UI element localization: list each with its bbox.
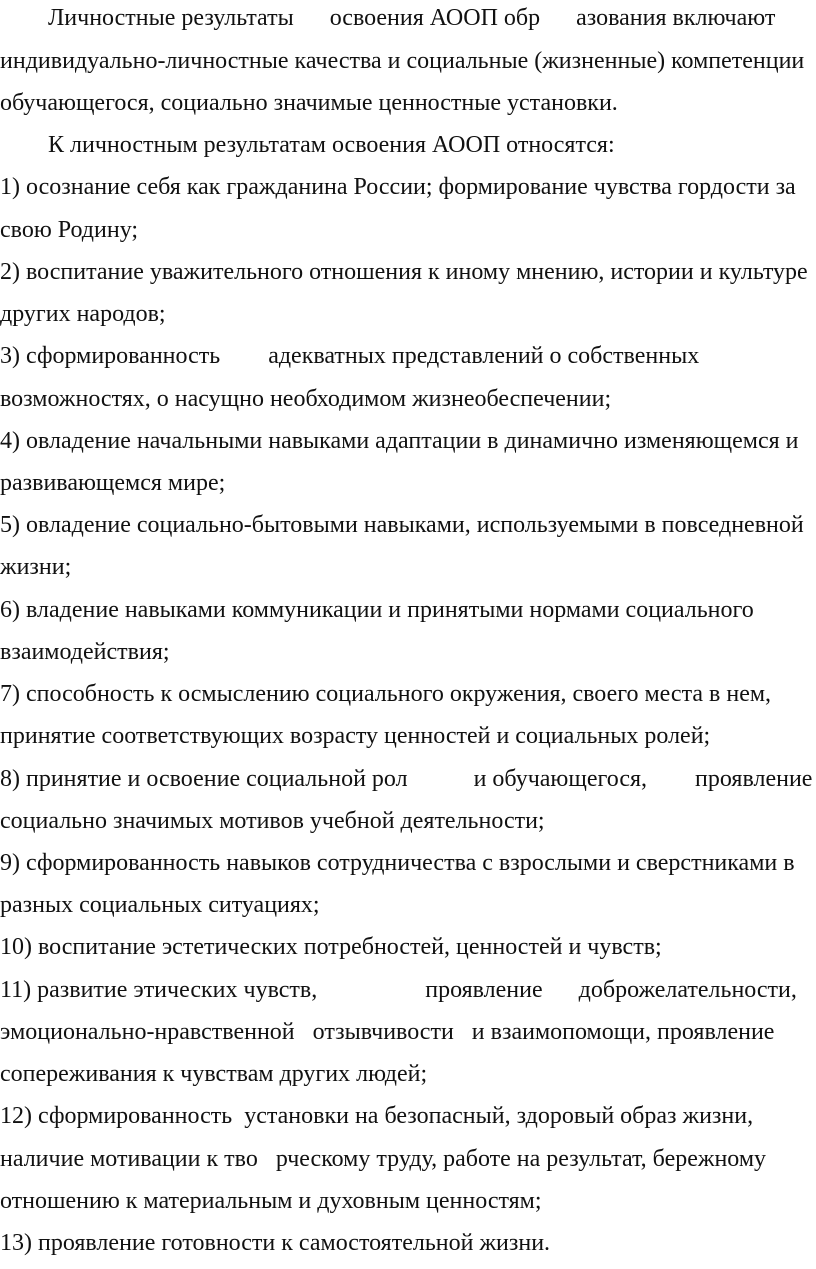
text-line-17: 7) способность к осмыслению социального окружения, своего места в нем,	[0, 681, 772, 707]
text-line-4: К личностным результатам освоения АООП относятся:	[0, 132, 615, 158]
text-line-7: 2) воспитание уважительного отношения к иному мнению, истории и культуре	[0, 259, 808, 285]
text-line-29: отношению к материальным и духовным ценностям;	[0, 1188, 542, 1214]
text-line-12: развивающемся мире;	[0, 470, 226, 496]
text-line-3: обучающегося, социально значимые ценностные установки.	[0, 90, 618, 116]
text-line-8: других народов;	[0, 301, 166, 327]
text-line-16: взаимодействия;	[0, 639, 170, 665]
text-line-24: 11) развитие этических чувств, проявление доброжелательности,	[0, 977, 797, 1003]
text-line-19: 8) принятие и освоение социальной рол и обучающегося, проявление	[0, 766, 813, 792]
text-line-22: разных социальных ситуациях;	[0, 892, 320, 918]
text-line-2: индивидуально-личностные качества и социальные (жизненные) компетенции	[0, 48, 805, 74]
text-line-26: сопереживания к чувствам других людей;	[0, 1061, 428, 1087]
text-line-30: 13) проявление готовности к самостоятельной жизни.	[0, 1230, 551, 1256]
text-line-15: 6) владение навыками коммуникации и принятыми нормами социального	[0, 597, 754, 623]
text-line-13: 5) овладение социально-бытовыми навыками, используемыми в повседневной	[0, 512, 804, 538]
text-line-10: возможностях, о насущно необходимом жизнеобеспечении;	[0, 386, 612, 412]
text-line-28: наличие мотивации к тво рческому труду, работе на результат, бережному	[0, 1146, 767, 1172]
text-line-23: 10) воспитание эстетических потребностей, ценностей и чувств;	[0, 934, 662, 960]
text-line-20: социально значимых мотивов учебной деятельности;	[0, 808, 545, 834]
text-line-18: принятие соответствующих возрасту ценностей и социальных ролей;	[0, 723, 711, 749]
text-line-9: 3) сформированность адекватных представлений о собственных	[0, 343, 700, 369]
text-line-6: свою Родину;	[0, 217, 139, 243]
text-line-5: 1) осознание себя как гражданина России; формирование чувства гордости за	[0, 174, 796, 200]
text-line-11: 4) овладение начальными навыками адаптации в динамично изменяющемся и	[0, 428, 799, 454]
text-line-25: эмоционально-нравственной отзывчивости и взаимопомощи, проявление	[0, 1019, 775, 1045]
text-line-21: 9) сформированность навыков сотрудничества с взрослыми и сверстниками в	[0, 850, 795, 876]
text-line-27: 12) сформированность установки на безопасный, здоровый образ жизни,	[0, 1103, 754, 1129]
text-line-1: Личностные результаты освоения АООП обр азования включают	[0, 5, 776, 31]
text-line-14: жизни;	[0, 554, 72, 580]
